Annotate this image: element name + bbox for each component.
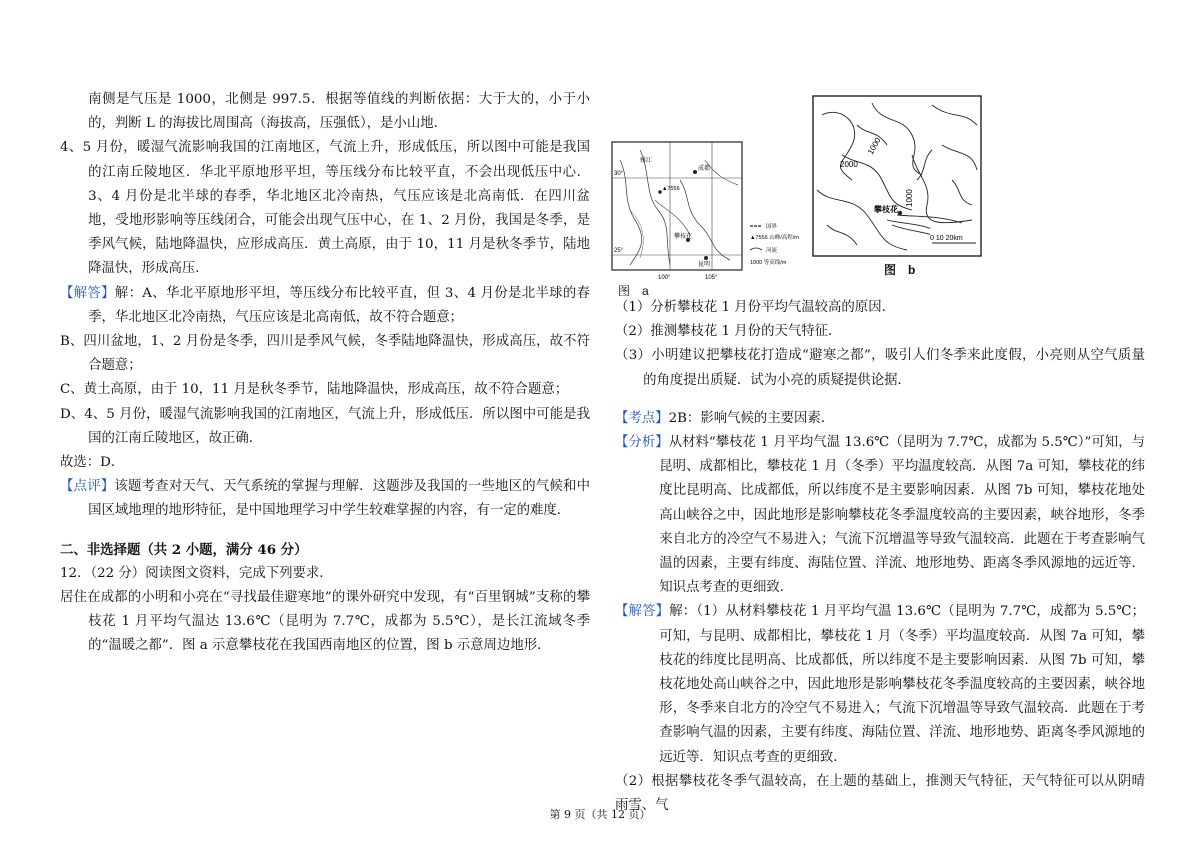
comment-tag: 【点评】 [60,479,115,495]
answer-tag: 【解答】 [60,285,115,301]
section-heading: 二、非选择题（共 2 小题，满分 46 分） [60,541,308,558]
knowledge-text: 2B：影响气候的主要因素． [668,410,835,426]
legend [750,222,799,266]
choice-line: 故选：D． [60,455,125,471]
analysis-tag: 【分析】 [615,435,669,451]
paragraph-continued: 南侧是气压是 1000，北侧是 997.5．根据等值线的判断依据：大于大的，小于小的，判断 L 的海拔比周围高（海拔高，压强低），是小山地． [88,92,590,132]
label-panzhihua-b: 攀枝花 [874,205,898,214]
solution-paragraph [615,600,1145,769]
label-panzhihua: 攀枝花 [674,234,693,240]
left-column [60,88,590,659]
comment-text: 该题考查对天气、天气系统的掌握与理解．这题涉及我国的一些地区的气候和中国区域地理的地形特征，是中国地理学习中学生较难掌握的内容，有一定的难度． [88,479,591,519]
answer-paragraph [60,282,590,330]
label-105: 105° [705,275,718,281]
label-2000: 2000 [840,160,858,169]
legend-border: 国界 [766,224,778,230]
scale-bar: 0 10 20km [930,235,963,242]
label-yajiang: 雅江 [640,158,653,164]
label-25: 25° [614,248,624,254]
subquestion-2: （2）推测攀枝花 1 月份的天气特征． [615,324,842,340]
figure-a-map [610,140,810,300]
figure-b-map [812,95,984,277]
question-12: 12．（22 分）阅读图文资料，完成下列要求． [60,565,333,581]
option-c: C、黄土高原，由于 10，11 月是秋冬季节，陆地降温快，形成高压，故不符合题意； [60,382,569,398]
solution-text: 解：（1）从材料攀枝花 1 月平均气温 13.6℃（昆明为 7.7℃，成都为 5.5℃；可知，与昆明、成都相比，攀枝花 1 月（冬季）平均温度较高．从图 7a 可知，攀枝花的纬度比昆明高、比成都低，所以纬度不是主要影响因素．从图 7b 可知，攀枝花地处高山峡谷之中，因此地形是影响攀枝花冬季温度较高的主要因素，峡谷地形，冬季来自北方的冷空气不易进入；气流下沉增温等导致气温较高．此题在于考查影响气温的因素，主要有纬度、海陆位置、洋流、地形地势、距离冬季风源地的远近等．知识点考查的更细致． [659,604,1145,765]
analysis-text: 从材料“攀枝花 1 月平均气温 13.6℃（昆明为 7.7℃，成都为 5.5℃）”可知，与昆明、成都相比，攀枝花 1 月（冬季）平均温度较高．从图 7a 可知，攀枝花的纬度比昆明高、比成都低，所以纬度不是主要影响因素．从图 7b 可知，攀枝花地处高山峡谷之中，因此地形是影响攀枝花冬季温度较高的主要因素，峡谷地形，冬季来自北方的冷空气不易进入；气流下沉增温等导致气温较高．此题在于考查影响气温的因素，主要有纬度、海陆位置、洋流、地形地势、距离冬季风源地的远近等．知识点考查的更细致． [659,435,1145,596]
legend-peak: ▲7556 山峰/高程/m [750,235,799,241]
label-gongga: ▲7556 [662,186,680,192]
figure-b [812,95,984,277]
label-30: 30° [614,171,624,177]
paragraph-analysis: 4、5 月份，暖湿气流影响我国的江南地区，气流上升，形成低压，所以图中可能是我国的江南丘陵地区．华北平原地形平坦，等压线分布比较平直，不会出现低压中心．3、4 月份是北半球的春季，华北地区北冷南热，气压应该是北高南低．在四川盆地，受地形影响等压线闭合，可能会出现气压中心，在 1、2 月份，我国是冬季，是季风气候，陆地降温快，应形成高压．黄土高原，由于 10，11 月是秋冬季节，陆地降温快，形成高压． [60,140,590,277]
page-footer: 第 9 页（共 12 页） [549,808,651,821]
option-d: D、4、5 月份，暖湿气流影响我国的江南地区，气流上升，形成低压．所以图中可能是我国的江南丘陵地区，故正确． [60,406,590,446]
question-12-text: 居住在成都的小明和小亮在“寻找最佳避寒地”的课外研究中发现，有“百里钢城”支称的攀枝花 1 月平均气温达 13.6℃（昆明为 7.7℃，成都为 5.5℃），是长江流域冬季的“温暖之都”．图 a 示意攀枝花在我国西南地区的位置，图 b 示意周边地形． [60,590,590,654]
figure-b-caption: 图 b [884,263,916,277]
label-1000-b: 1000 [905,189,914,207]
label-chengdu: 成都 [698,166,711,172]
solution-tag: 【解答】 [615,604,670,620]
label-kunming: 昆明 [698,262,711,268]
analysis-paragraph [615,431,1145,600]
figure-a-caption: 图 a [618,284,649,298]
label-1000-a: 1000 [865,136,883,156]
figure-a [610,140,810,300]
knowledge-tag: 【考点】 [615,410,669,426]
answer-text: 解：A、华北平原地形平坦，等压线分布比较平直，但 3、4 月份是北半球的春季，华北地区北冷南热，气压应该是北高南低，故不符合题意； [88,285,590,325]
subquestion-3: （3）小明建议把攀枝花打造成“避寒之都”，吸引人们冬季来此度假，小亮则从空气质量的角度提出质疑．试为小亮的质疑提供论据． [615,348,1145,388]
right-column [615,296,1145,818]
comment-paragraph [60,475,590,523]
knowledge-point [615,407,1145,431]
subquestion-1: （1）分析攀枝花 1 月份平均气温较高的原因． [615,300,895,315]
legend-contour: 1000 等高线/m [750,260,787,266]
label-100: 100° [658,275,671,281]
legend-river: 河流 [766,248,778,254]
option-b: B、四川盆地，1、2 月份是冬季，四川是季风气候，冬季陆地降温快，形成高压，故不符合题意； [60,334,590,374]
last-line: （2）根据攀枝花冬季气温较高，在上题的基础上，推测天气特征，天气特征可以从阴晴雨雪、气 [615,773,1145,814]
